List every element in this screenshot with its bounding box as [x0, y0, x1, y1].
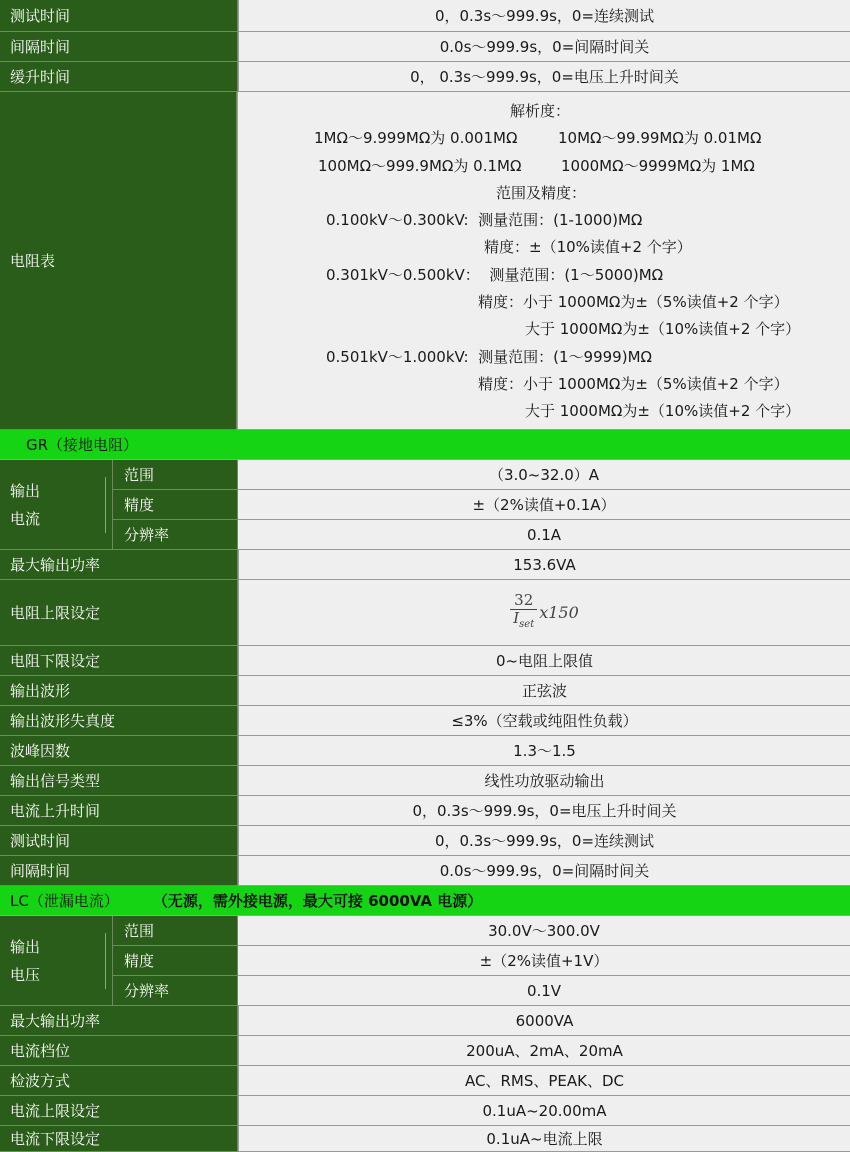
- row-label: 输出波形: [0, 676, 238, 706]
- group-label-line: 输出: [10, 937, 41, 956]
- gr-section-title: GR（接地电阻）: [26, 436, 139, 454]
- row-value: 正弦波: [238, 676, 850, 706]
- row-label: 电阻上限设定: [0, 580, 238, 646]
- spec-row: [0, 1006, 850, 1036]
- upper-limit-row: [0, 580, 850, 646]
- spec-row: [0, 766, 850, 796]
- row-value: 线性功放驱动输出: [238, 766, 850, 796]
- sub-value: 0.1V: [238, 976, 850, 1006]
- spec-row: [0, 550, 850, 580]
- spec-row: [0, 0, 850, 32]
- spec-line: 1MΩ～9.999MΩ为 0.001MΩ: [314, 129, 518, 148]
- row-value: AC、RMS、PEAK、DC: [238, 1066, 850, 1096]
- lc-section-note: （无源，需外接电源，最大可接 6000VA 电源）: [152, 892, 483, 910]
- row-label: 波峰因数: [0, 736, 238, 766]
- sub-label: 分辨率: [112, 976, 238, 1006]
- group-label-line: 电压: [10, 965, 41, 984]
- row-label: 输出波形失真度: [0, 706, 238, 736]
- spec-line: 大于 1000MΩ为±（10%读值+2 个字）: [525, 320, 801, 339]
- sub-label: 范围: [112, 916, 238, 946]
- spec-line: 精度：小于 1000MΩ为±（5%读值+2 个字）: [478, 293, 789, 312]
- spec-line: 100MΩ～999.9MΩ为 0.1MΩ: [318, 156, 522, 175]
- spec-row: [0, 1096, 850, 1126]
- row-value: 0， 0.3s～999.9s，0=电压上升时间关: [238, 62, 850, 92]
- sub-value: ±（2%读值+1V）: [238, 946, 850, 976]
- sub-value: （3.0~32.0）A: [238, 460, 850, 490]
- formula-denominator-sub: set: [519, 619, 535, 630]
- row-label: 电流上限设定: [0, 1096, 238, 1126]
- resistance-meter-label: 电阻表: [0, 92, 237, 430]
- lc-section-header: [0, 886, 850, 916]
- row-label: 最大输出功率: [0, 550, 238, 580]
- row-label: 电流下限设定: [0, 1126, 238, 1152]
- spec-row: [0, 646, 850, 676]
- spec-row: [0, 826, 850, 856]
- spec-row: [0, 62, 850, 92]
- row-label: 间隔时间: [0, 856, 238, 886]
- gr-section-header: [0, 430, 850, 460]
- row-label: 电流上升时间: [0, 796, 238, 826]
- spec-row: [0, 1126, 850, 1152]
- spec-line: 解析度：: [510, 102, 571, 120]
- spec-line: 0.100kV～0.300kV: 测量范围：(1-1000)MΩ: [326, 211, 643, 230]
- formula-multiplier: x150: [539, 603, 579, 622]
- row-label: 电阻下限设定: [0, 646, 238, 676]
- formula-numerator: 32: [514, 591, 534, 609]
- row-value: 0~电阻上限值: [238, 646, 850, 676]
- group-label-line: 输出: [10, 481, 41, 500]
- output-voltage-group-label: [0, 916, 112, 1006]
- row-label: 输出信号类型: [0, 766, 238, 796]
- sub-value: ±（2%读值+0.1A）: [238, 490, 850, 520]
- row-value: 0.0s～999.9s，0=间隔时间关: [238, 32, 850, 62]
- row-label: 测试时间: [0, 826, 238, 856]
- row-label: 最大输出功率: [0, 1006, 238, 1036]
- spec-row: [0, 796, 850, 826]
- spec-row: [0, 676, 850, 706]
- row-label: 测试时间: [0, 0, 238, 32]
- row-value: 200uA、2mA、20mA: [238, 1036, 850, 1066]
- row-value: 0.0s～999.9s，0=间隔时间关: [238, 856, 850, 886]
- row-value: 0，0.3s～999.9s，0=连续测试: [238, 826, 850, 856]
- spec-line: 10MΩ～99.99MΩ为 0.01MΩ: [558, 129, 762, 148]
- spec-line: 1000MΩ～9999MΩ为 1MΩ: [561, 156, 755, 175]
- spec-row: [0, 1036, 850, 1066]
- spec-row: [0, 706, 850, 736]
- output-current-group-label: [0, 460, 112, 550]
- sub-label: 分辨率: [112, 520, 238, 550]
- spec-row: [0, 32, 850, 62]
- lc-section-title: LC（泄漏电流）: [10, 892, 119, 910]
- row-value: 0.1uA~电流上限: [238, 1126, 850, 1152]
- spec-line: 大于 1000MΩ为±（10%读值+2 个字）: [525, 402, 801, 421]
- spec-row: [0, 856, 850, 886]
- row-value: 0，0.3s～999.9s，0=连续测试: [238, 0, 850, 32]
- row-value: 153.6VA: [238, 550, 850, 580]
- sub-value: 0.1A: [238, 520, 850, 550]
- group-label-line: 电流: [10, 509, 41, 528]
- row-label: 缓升时间: [0, 62, 238, 92]
- row-value: 0.1uA~20.00mA: [238, 1096, 850, 1126]
- row-value: 0，0.3s～999.9s，0=电压上升时间关: [238, 796, 850, 826]
- resistance-spec-text: [238, 92, 850, 426]
- sub-label: 精度: [112, 490, 238, 520]
- row-label: 电流档位: [0, 1036, 238, 1066]
- spec-line: 精度：±（10%读值+2 个字）: [484, 238, 692, 257]
- resistance-meter-value: [237, 92, 850, 430]
- spec-line: 精度：小于 1000MΩ为±（5%读值+2 个字）: [478, 374, 789, 393]
- row-value: 1.3～1.5: [238, 736, 850, 766]
- row-label: 检波方式: [0, 1066, 238, 1096]
- spec-row: [0, 736, 850, 766]
- spec-line: 0.301kV～0.500kV： 测量范围：(1～5000)MΩ: [326, 265, 664, 284]
- sub-value: 30.0V～300.0V: [238, 916, 850, 946]
- spec-line: 0.501kV～1.000kV: 测量范围：(1～9999)MΩ: [326, 347, 652, 366]
- formula-denominator: I: [513, 609, 520, 627]
- row-value: ≤3%（空载或纯阻性负载）: [238, 706, 850, 736]
- sub-label: 精度: [112, 946, 238, 976]
- resistance-meter-row: [0, 92, 850, 430]
- spec-line: 范围及精度：: [496, 183, 587, 202]
- sub-label: 范围: [112, 460, 238, 490]
- resistance-formula: [510, 592, 579, 633]
- formula-cell: [238, 580, 850, 646]
- row-value: 6000VA: [238, 1006, 850, 1036]
- spec-row: [0, 1066, 850, 1096]
- row-label: 间隔时间: [0, 32, 238, 62]
